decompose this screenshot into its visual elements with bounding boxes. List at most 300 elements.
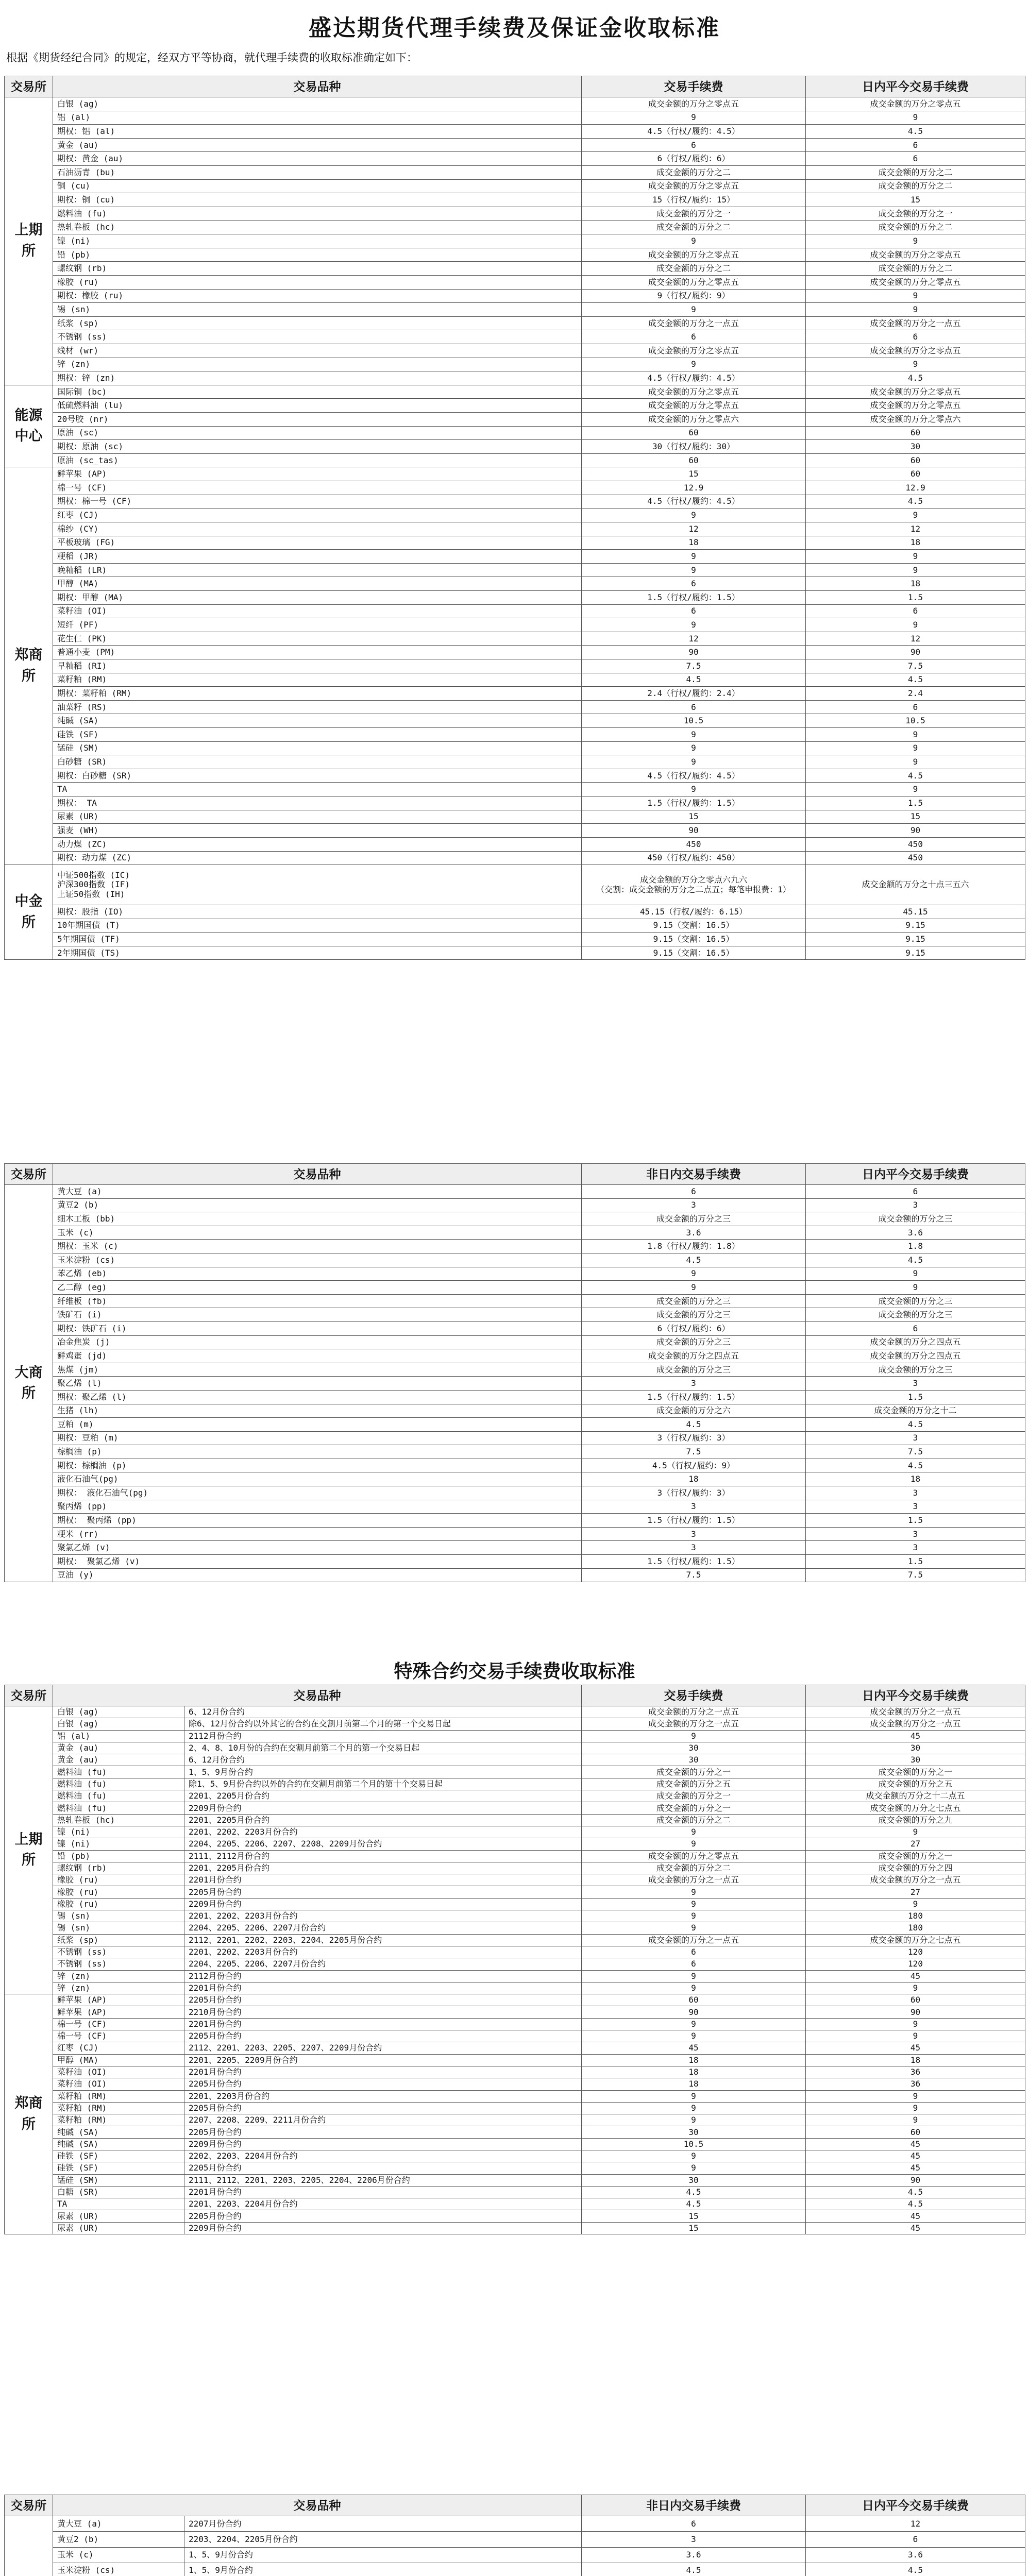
intraday-fee-cell: 15 (806, 193, 1025, 207)
intraday-fee-cell: 6 (806, 1185, 1025, 1199)
table-row (5, 1718, 1025, 1730)
fee-cell: 成交金额的万分之零点六 (582, 413, 806, 427)
table-row (5, 2138, 1025, 2150)
product-cell: 黄大豆 (a) (53, 2516, 184, 2532)
table-row (5, 125, 1025, 139)
table-row (5, 2102, 1025, 2114)
product-cell: 镍 (ni) (53, 1838, 184, 1850)
product-cell: 期权： 液化石油气(pg) (53, 1486, 582, 1500)
contract-cell: 2205月份合约 (184, 2102, 582, 2114)
fee-cell: 成交金额的万分之六 (582, 1404, 806, 1418)
table-row (5, 1240, 1025, 1253)
column-header: 交易手续费 (582, 1685, 806, 1706)
intraday-fee-cell: 成交金额的万分之零点五 (806, 344, 1025, 358)
table-row (5, 371, 1025, 385)
product-cell: 低硫燃料油 (lu) (53, 399, 582, 413)
product-cell: 期权： 聚氯乙烯 (v) (53, 1555, 582, 1569)
table-header (5, 1685, 1025, 1706)
product-cell: 液化石油气(pg) (53, 1472, 582, 1486)
table-row (5, 1850, 1025, 1862)
product-cell: 聚氯乙烯 (v) (53, 1541, 582, 1555)
table-header (5, 1164, 1025, 1185)
intraday-fee-cell: 4.5 (806, 2198, 1025, 2210)
table-row (5, 1982, 1025, 1994)
intraday-fee-cell: 60 (806, 467, 1025, 481)
table-row (5, 1527, 1025, 1541)
product-cell: 锌 (zn) (53, 358, 582, 371)
fee-cell: 9 (582, 1910, 806, 1922)
product-cell: 2年期国债 (TS) (53, 946, 582, 960)
table-row (5, 1838, 1025, 1850)
fee-cell: 9 (582, 2150, 806, 2162)
table-row (5, 2054, 1025, 2066)
page-title: 盛达期货代理手续费及保证金收取标准 (309, 15, 720, 41)
fee-cell: 7.5 (582, 1568, 806, 1582)
intraday-fee-cell: 7.5 (806, 659, 1025, 673)
fee-cell: 6 (582, 330, 806, 344)
intraday-fee-cell: 成交金额的万分之一 (806, 1766, 1025, 1778)
intraday-fee-cell: 成交金额的万分之一点五 (806, 316, 1025, 330)
intraday-fee-cell: 9 (806, 2018, 1025, 2030)
product-cell: 菜籽粕 (RM) (53, 2114, 184, 2126)
product-cell: 玉米淀粉 (cs) (53, 2563, 184, 2576)
exchange-label: 大商所 (5, 1185, 53, 1582)
contract-cell: 1、5、9月份合约 (184, 1766, 582, 1778)
column-header: 交易所 (5, 1685, 53, 1706)
product-cell: 橡胶 (ru) (53, 1874, 184, 1886)
fee-cell: 12.9 (582, 481, 806, 495)
contract-cell: 2204、2205、2206、2207月份合约 (184, 1958, 582, 1970)
table-row (5, 618, 1025, 632)
table-row (5, 851, 1025, 865)
product-cell: 短纤 (PF) (53, 618, 582, 632)
product-cell: 锡 (sn) (53, 1910, 184, 1922)
product-cell: 10年期国债 (T) (53, 919, 582, 933)
column-header: 日内平今交易手续费 (806, 2495, 1025, 2516)
intraday-fee-cell: 成交金额的万分之一点五 (806, 1706, 1025, 1718)
intraday-fee-cell: 180 (806, 1910, 1025, 1922)
table-row (5, 1946, 1025, 1958)
product-cell: 花生仁 (PK) (53, 632, 582, 646)
product-cell: 鲜苹果 (AP) (53, 2006, 184, 2018)
table-row (5, 1472, 1025, 1486)
product-cell: 平板玻璃 (FG) (53, 536, 582, 550)
column-header: 交易品种 (53, 1164, 582, 1185)
product-cell: 菜籽油 (OI) (53, 2078, 184, 2090)
intraday-fee-cell: 成交金额的万分之零点五 (806, 97, 1025, 111)
intraday-fee-cell: 4.5 (806, 371, 1025, 385)
table-row (5, 1555, 1025, 1569)
table-row (5, 1826, 1025, 1838)
fee-cell: 4.5 (582, 1418, 806, 1432)
table-row (5, 2222, 1025, 2234)
contract-cell: 2201、2205月份合约 (184, 1790, 582, 1802)
product-cell: 黄金 (au) (53, 138, 582, 152)
product-cell: 粳米 (rr) (53, 1527, 582, 1541)
fee-cell: 成交金额的万分之一点五 (582, 1718, 806, 1730)
exchange-label: 郑商所 (5, 467, 53, 865)
table-row (5, 700, 1025, 714)
product-cell: 锰硅 (SM) (53, 2174, 184, 2186)
fee-cell: 18 (582, 2078, 806, 2090)
product-cell: 焦煤 (jm) (53, 1363, 582, 1377)
intraday-fee-cell: 成交金额的万分之十二 (806, 1404, 1025, 1418)
fee-cell: 成交金额的万分之二 (582, 1814, 806, 1826)
contract-cell: 2207月份合约 (184, 2516, 582, 2532)
table-row (5, 152, 1025, 166)
intraday-fee-cell: 45 (806, 2138, 1025, 2150)
fee-cell: 9 (582, 1838, 806, 1850)
intraday-fee-cell: 9 (806, 2030, 1025, 2042)
contract-cell: 2209月份合约 (184, 2138, 582, 2150)
product-cell: 甲醇 (MA) (53, 2054, 184, 2066)
table-row (5, 1814, 1025, 1826)
intraday-fee-cell: 1.5 (806, 1514, 1025, 1528)
contract-cell: 除1、5、9月份合约以外的合约在交割月前第二个月的第十个交易日起 (184, 1778, 582, 1790)
table-row (5, 330, 1025, 344)
product-cell: 锡 (sn) (53, 1922, 184, 1934)
intraday-fee-cell: 1.5 (806, 796, 1025, 810)
intraday-fee-cell: 成交金额的万分之五 (806, 1778, 1025, 1790)
product-cell: 国际铜 (bc) (53, 385, 582, 399)
table-row (5, 2006, 1025, 2018)
table-row (5, 755, 1025, 769)
fee-cell: 15（行权/履约：15） (582, 193, 806, 207)
fee-cell: 成交金额的万分之三 (582, 1363, 806, 1377)
intraday-fee-cell: 成交金额的万分之二 (806, 179, 1025, 193)
contract-cell: 2201、2203月份合约 (184, 2090, 582, 2102)
fee-cell: 4.5 (582, 2563, 806, 2576)
product-cell: 冶金焦炭 (j) (53, 1335, 582, 1349)
fee-cell: 1.5（行权/履约：1.5） (582, 1555, 806, 1569)
intraday-fee-cell: 18 (806, 577, 1025, 591)
product-cell: 期权：黄金 (au) (53, 152, 582, 166)
intraday-fee-cell: 90 (806, 824, 1025, 838)
fee-cell: 成交金额的万分之二 (582, 262, 806, 276)
table-row (5, 837, 1025, 851)
product-cell: 期权：铝 (al) (53, 125, 582, 139)
contract-cell: 2204、2205、2206、2207、2208、2209月份合约 (184, 1838, 582, 1850)
product-cell: 菜籽粕 (RM) (53, 673, 582, 687)
product-cell: 棉纱 (CY) (53, 522, 582, 536)
table-row (5, 522, 1025, 536)
intraday-fee-cell: 3 (806, 1500, 1025, 1514)
table-row (5, 824, 1025, 838)
table-row (5, 905, 1025, 919)
product-cell: 期权：豆粕 (m) (53, 1431, 582, 1445)
intraday-fee-cell: 45 (806, 1730, 1025, 1742)
contract-cell: 2201月份合约 (184, 2018, 582, 2030)
intraday-fee-cell: 成交金额的万分之三 (806, 1363, 1025, 1377)
fee-cell: 9 (582, 2030, 806, 2042)
intraday-fee-cell: 9 (806, 741, 1025, 755)
contract-cell: 2111、2112月份合约 (184, 1850, 582, 1862)
product-cell: 不锈钢 (ss) (53, 330, 582, 344)
table-row (5, 207, 1025, 221)
fee-cell: 3.6 (582, 2547, 806, 2563)
table-row (5, 1349, 1025, 1363)
table-row (5, 1994, 1025, 2006)
exchange-label: 上期所 (5, 97, 53, 385)
product-cell: 菜籽粕 (RM) (53, 2090, 184, 2102)
table-row (5, 1459, 1025, 1472)
table-row (5, 1862, 1025, 1874)
product-cell: 期权： TA (53, 796, 582, 810)
contract-cell: 2112月份合约 (184, 1730, 582, 1742)
table-row (5, 179, 1025, 193)
product-cell: 白银 (ag) (53, 1706, 184, 1718)
fee-cell: 9（行权/履约：9） (582, 289, 806, 303)
fee-cell: 3 (582, 2532, 806, 2547)
table-row (5, 2078, 1025, 2090)
fee-cell: 6 (582, 700, 806, 714)
fee-cell: 4.5（行权/履约：9） (582, 1459, 806, 1472)
table-row (5, 1185, 1025, 1199)
table-row (5, 262, 1025, 276)
table-row (5, 440, 1025, 454)
product-cell: 期权：锌 (zn) (53, 371, 582, 385)
product-cell: 红枣 (CJ) (53, 509, 582, 522)
fee-cell: 9 (582, 1281, 806, 1295)
fee-cell: 9 (582, 1970, 806, 1982)
fee-cell: 3（行权/履约：3） (582, 1431, 806, 1445)
column-header: 交易手续费 (582, 76, 806, 97)
table-row (5, 550, 1025, 564)
contract-cell: 2209月份合约 (184, 1802, 582, 1814)
column-header: 交易品种 (53, 76, 582, 97)
intraday-fee-cell: 4.5 (806, 125, 1025, 139)
table-row (5, 1281, 1025, 1295)
fee-cell: 30 (582, 2174, 806, 2186)
product-cell: 燃料油 (fu) (53, 1790, 184, 1802)
product-cell: 期权：铜 (cu) (53, 193, 582, 207)
intraday-fee-cell: 30 (806, 1742, 1025, 1754)
contract-cell: 1、5、9月份合约 (184, 2547, 582, 2563)
fee-cell: 9 (582, 1267, 806, 1281)
table-row (5, 509, 1025, 522)
table-row (5, 385, 1025, 399)
product-cell: 普通小麦 (PM) (53, 646, 582, 659)
intraday-fee-cell: 36 (806, 2066, 1025, 2078)
intraday-fee-cell: 成交金额的万分之四 (806, 1862, 1025, 1874)
product-cell: 20号胶 (nr) (53, 413, 582, 427)
intraday-fee-cell: 9 (806, 618, 1025, 632)
fee-cell: 9 (582, 755, 806, 769)
intraday-fee-cell: 9 (806, 234, 1025, 248)
table-row (5, 193, 1025, 207)
fee-cell: 成交金额的万分之二 (582, 1862, 806, 1874)
table-row (5, 1706, 1025, 1718)
product-cell: 聚乙烯 (l) (53, 1377, 582, 1391)
contract-cell: 6、12月份合约 (184, 1706, 582, 1718)
table-row (5, 303, 1025, 317)
fee-cell: 12 (582, 632, 806, 646)
contract-cell: 2209月份合约 (184, 2222, 582, 2234)
table-row (5, 2516, 1025, 2532)
product-cell: 石油沥青 (bu) (53, 166, 582, 180)
fee-table (4, 1163, 1025, 1582)
contract-cell: 2201月份合约 (184, 2066, 582, 2078)
intraday-fee-cell: 15 (806, 810, 1025, 824)
fee-cell: 成交金额的万分之零点五 (582, 1850, 806, 1862)
fee-cell: 6 (582, 138, 806, 152)
table-row (5, 2532, 1025, 2547)
fee-cell: 成交金额的万分之一 (582, 1802, 806, 1814)
product-cell: 线材 (wr) (53, 344, 582, 358)
table-row (5, 865, 1025, 905)
intraday-fee-cell: 9 (806, 1281, 1025, 1295)
table-row (5, 577, 1025, 591)
product-cell: 动力煤 (ZC) (53, 837, 582, 851)
intraday-fee-cell: 9 (806, 2114, 1025, 2126)
table-row (5, 1898, 1025, 1910)
product-cell: 豆粕 (m) (53, 1418, 582, 1432)
product-cell: 白砂糖 (SR) (53, 755, 582, 769)
intraday-fee-cell: 9 (806, 550, 1025, 564)
table-row (5, 2126, 1025, 2138)
table-row (5, 1541, 1025, 1555)
intraday-fee-cell: 9.15 (806, 933, 1025, 946)
fee-cell: 10.5 (582, 2138, 806, 2150)
product-cell: TA (53, 2198, 184, 2210)
product-cell: 硅铁 (SF) (53, 2150, 184, 2162)
product-cell: 白银 (ag) (53, 1718, 184, 1730)
fee-cell: 6 (582, 577, 806, 591)
intraday-fee-cell: 4.5 (806, 1459, 1025, 1472)
intraday-fee-cell: 9.15 (806, 946, 1025, 960)
product-cell: 锡 (sn) (53, 303, 582, 317)
contract-cell: 2112、2201、2202、2203、2204、2205月份合约 (184, 1934, 582, 1946)
fee-cell: 18 (582, 1472, 806, 1486)
table-row (5, 796, 1025, 810)
table-row (5, 1431, 1025, 1445)
product-cell: 纯碱 (SA) (53, 2126, 184, 2138)
product-cell: 细木工板 (bb) (53, 1212, 582, 1226)
table-row (5, 1308, 1025, 1322)
table-row (5, 344, 1025, 358)
table-row (5, 687, 1025, 701)
product-cell: 期权：动力煤 (ZC) (53, 851, 582, 865)
fee-cell: 18 (582, 536, 806, 550)
intraday-fee-cell: 9 (806, 1898, 1025, 1910)
intraday-fee-cell: 1.5 (806, 590, 1025, 604)
product-cell: 生猪 (lh) (53, 1404, 582, 1418)
fee-cell: 4.5 (582, 2186, 806, 2198)
product-cell: 镍 (ni) (53, 234, 582, 248)
product-cell: 锰硅 (SM) (53, 741, 582, 755)
intraday-fee-cell: 3 (806, 1486, 1025, 1500)
table-row (5, 1766, 1025, 1778)
fee-cell: 成交金额的万分之一点五 (582, 316, 806, 330)
intraday-fee-cell: 6 (806, 1321, 1025, 1335)
product-cell: 期权：橡胶 (ru) (53, 289, 582, 303)
product-cell: 棉一号 (CF) (53, 2030, 184, 2042)
fee-cell: 3 (582, 1500, 806, 1514)
column-header: 非日内交易手续费 (582, 2495, 806, 2516)
product-cell: 纸浆 (sp) (53, 316, 582, 330)
fee-cell: 9.15（交割：16.5） (582, 933, 806, 946)
fee-cell: 9 (582, 1922, 806, 1934)
intraday-fee-cell: 450 (806, 837, 1025, 851)
table-row (5, 221, 1025, 234)
fee-cell: 9 (582, 741, 806, 755)
contract-cell: 除6、12月份合约以外其它的合约在交割月前第二个月的第一个交易日起 (184, 1718, 582, 1730)
table-row (5, 1486, 1025, 1500)
fee-cell: 9 (582, 2162, 806, 2174)
fee-cell: 成交金额的万分之三 (582, 1335, 806, 1349)
intraday-fee-cell: 450 (806, 851, 1025, 865)
table-row (5, 166, 1025, 180)
exchange-label: 能源中心 (5, 385, 53, 467)
product-cell: 原油 (sc_tas) (53, 453, 582, 467)
intraday-fee-cell: 90 (806, 646, 1025, 659)
table-row (5, 2042, 1025, 2054)
contract-cell: 2209月份合约 (184, 1898, 582, 1910)
intraday-fee-cell: 成交金额的万分之九 (806, 1814, 1025, 1826)
contract-cell: 2203、2204、2205月份合约 (184, 2532, 582, 2547)
fee-cell: 15 (582, 2210, 806, 2222)
fee-cell: 3 (582, 1541, 806, 1555)
intraday-fee-cell: 12.9 (806, 481, 1025, 495)
fee-cell: 成交金额的万分之五 (582, 1778, 806, 1790)
fee-cell: 3（行权/履约：3） (582, 1486, 806, 1500)
product-cell: 晚籼稻 (LR) (53, 563, 582, 577)
fee-cell: 9 (582, 563, 806, 577)
fee-cell: 9 (582, 111, 806, 125)
table-row (5, 2090, 1025, 2102)
product-cell: 聚丙烯 (pp) (53, 1500, 582, 1514)
fee-cell: 4.5（行权/履约：4.5） (582, 125, 806, 139)
product-cell: 菜籽油 (OI) (53, 2066, 184, 2078)
intraday-fee-cell: 成交金额的万分之十点三五六 (806, 865, 1025, 905)
contract-cell: 2201、2202、2203月份合约 (184, 1910, 582, 1922)
product-cell: 鲜苹果 (AP) (53, 1994, 184, 2006)
table-row (5, 1377, 1025, 1391)
intraday-fee-cell: 7.5 (806, 1445, 1025, 1459)
intraday-fee-cell: 9 (806, 358, 1025, 371)
fee-cell: 7.5 (582, 659, 806, 673)
product-cell: 期权：棕榈油 (p) (53, 1459, 582, 1472)
table-row (5, 810, 1025, 824)
intraday-fee-cell: 45.15 (806, 905, 1025, 919)
intraday-fee-cell: 9 (806, 303, 1025, 317)
intraday-fee-cell: 9 (806, 783, 1025, 796)
fee-cell: 4.5（行权/履约：4.5） (582, 371, 806, 385)
product-cell: 黄金 (au) (53, 1742, 184, 1754)
contract-cell: 2204、2205、2206、2207月份合约 (184, 1922, 582, 1934)
intraday-fee-cell: 成交金额的万分之零点五 (806, 248, 1025, 262)
product-cell: 纯碱 (SA) (53, 714, 582, 728)
table-row (5, 1267, 1025, 1281)
fee-cell: 9 (582, 2018, 806, 2030)
product-cell: 尿素 (UR) (53, 2222, 184, 2234)
intraday-fee-cell: 4.5 (806, 769, 1025, 783)
table-row (5, 1418, 1025, 1432)
intraday-fee-cell: 1.8 (806, 1240, 1025, 1253)
table-row (5, 1790, 1025, 1802)
table-row (5, 1958, 1025, 1970)
product-cell: 纤维板 (fb) (53, 1294, 582, 1308)
table-row (5, 111, 1025, 125)
column-header: 交易品种 (53, 2495, 582, 2516)
fee-cell: 9 (582, 1898, 806, 1910)
product-cell: 黄豆2 (b) (53, 2532, 184, 2547)
product-cell: 鲜苹果 (AP) (53, 467, 582, 481)
product-cell: 棉一号 (CF) (53, 481, 582, 495)
intraday-fee-cell: 3 (806, 1431, 1025, 1445)
fee-cell: 9 (582, 1730, 806, 1742)
intraday-fee-cell: 成交金额的万分之一 (806, 1850, 1025, 1862)
